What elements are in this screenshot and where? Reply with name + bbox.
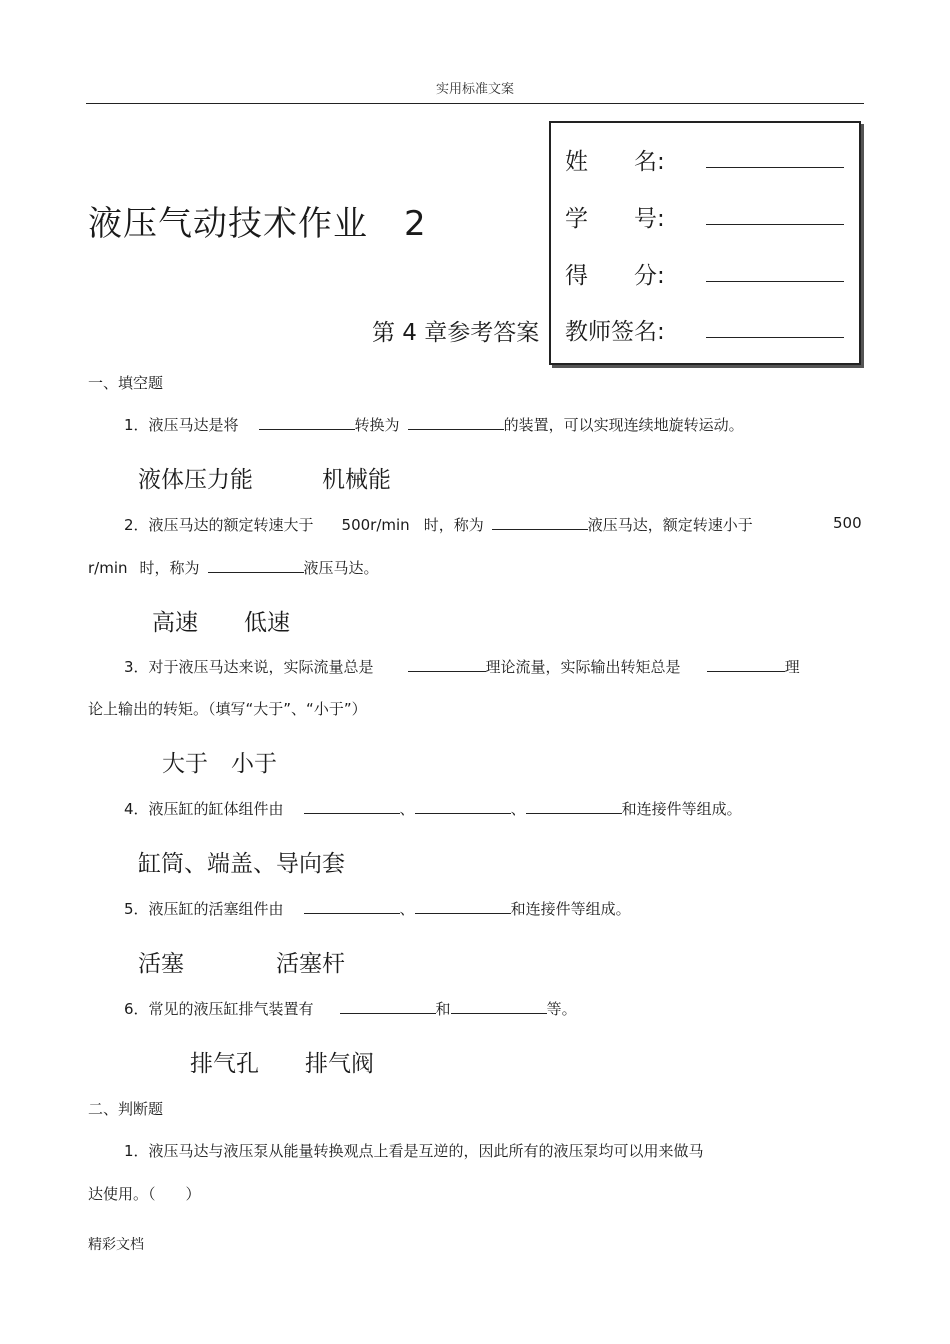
q2-text-a: 2．液压马达的额定转速大于 (124, 516, 314, 534)
teacher-label: 教师签名: (565, 319, 665, 345)
q2-text-h: 液压马达。 (303, 559, 379, 577)
id-label: 学 号: (565, 206, 665, 232)
question-2-cont (88, 557, 379, 578)
name-row (565, 143, 675, 176)
q2-blank-2 (208, 558, 304, 573)
document-title (88, 196, 427, 245)
q2-text-d: 液压马达，额定转速小于 (587, 516, 753, 534)
teacher-blank (706, 337, 844, 338)
judge-question-1: 1．液压马达与液压泵从能量转换观点上看是互逆的，因此所有的液压泵均可以用来做马 (124, 1142, 704, 1160)
q2-text-f: r/min (88, 559, 128, 577)
page-footer: 精彩文档 (88, 1237, 144, 1253)
section-true-false: 二、判断题 (88, 1100, 164, 1118)
q6-blank-1 (340, 999, 436, 1014)
q5-blank-2 (415, 899, 511, 914)
q5-text-b: 和连接件等组成。 (510, 900, 631, 918)
q3-answer: 大于 小于 (162, 751, 277, 777)
q2-text-e: 500 (833, 514, 862, 532)
q5-blank-1 (304, 899, 400, 914)
q4-blank-2 (415, 799, 511, 814)
question-6 (124, 998, 577, 1019)
q5-sep-1: 、 (399, 900, 415, 918)
q1-blank-1 (259, 415, 355, 430)
question-4 (124, 798, 742, 819)
q6-sep-1: 和 (435, 1000, 451, 1018)
q3-blank-2 (707, 657, 785, 672)
q3-text-c: 理 (784, 658, 800, 676)
q1-text-a: 1．液压马达是将 (124, 416, 239, 434)
id-row (565, 200, 675, 233)
q4-blank-3 (526, 799, 622, 814)
name-blank (706, 167, 844, 168)
q5-text-a: 5．液压缸的活塞组件由 (124, 900, 284, 918)
page-header: 实用标准文案 (435, 82, 514, 97)
score-row (565, 257, 675, 290)
student-info-box (549, 121, 861, 365)
name-label: 姓 名: (565, 149, 665, 175)
q3-text-b: 理论流量，实际输出转矩总是 (485, 658, 681, 676)
q4-blank-1 (304, 799, 400, 814)
q2-text-b: 500r/min (341, 516, 410, 534)
q1-blank-2 (408, 415, 504, 430)
q1-answer: 液体压力能 机械能 (138, 467, 391, 493)
q4-text-a: 4．液压缸的缸体组件由 (124, 800, 284, 818)
q2-blank-1 (492, 515, 588, 530)
q4-answer: 缸筒、端盖、导向套 (138, 851, 345, 877)
q2-text-g: 时，称为 (139, 559, 200, 577)
q5-answer: 活塞 活塞杆 (138, 951, 345, 977)
section-fill-in: 一、填空题 (88, 374, 164, 392)
question-1 (124, 414, 744, 435)
q6-answer: 排气孔 排气阀 (190, 1051, 374, 1077)
q6-blank-2 (451, 999, 547, 1014)
q4-sep-1: 、 (399, 800, 415, 818)
header-divider (86, 103, 864, 104)
question-2 (124, 514, 753, 535)
q6-text-a: 6．常见的液压缸排气装置有 (124, 1000, 314, 1018)
teacher-row (565, 313, 675, 346)
q1-text-b: 转换为 (354, 416, 400, 434)
q3-text-a: 3．对于液压马达来说，实际流量总是 (124, 658, 374, 676)
judge-question-1-cont: 达使用。（ ） (88, 1185, 201, 1203)
chapter-heading: 第 4 章参考答案 (372, 320, 540, 346)
score-blank (706, 281, 844, 282)
title-number: 2 (404, 204, 427, 244)
q4-text-b: 和连接件等组成。 (621, 800, 742, 818)
q2-text-c: 时，称为 (423, 516, 484, 534)
question-3 (124, 656, 800, 677)
score-label: 得 分: (565, 263, 665, 289)
q3-blank-1 (408, 657, 486, 672)
question-5 (124, 898, 631, 919)
q4-sep-2: 、 (510, 800, 526, 818)
title-text: 液压气动技术作业 (88, 204, 368, 244)
q6-text-b: 等。 (546, 1000, 577, 1018)
q3-text-d: 论上输出的转矩。（填写“大于”、“小于”） (88, 700, 367, 718)
q2-answer: 高速 低速 (152, 610, 290, 636)
id-blank (706, 224, 844, 225)
q1-text-c: 的装置，可以实现连续地旋转运动。 (503, 416, 744, 434)
